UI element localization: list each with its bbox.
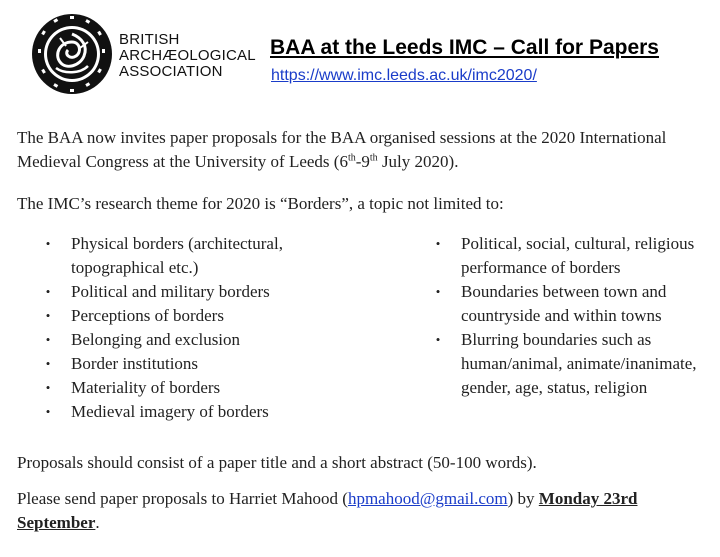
list-item bbox=[38, 328, 338, 352]
list-item bbox=[38, 376, 338, 400]
list-item-text: Border institutions bbox=[71, 354, 199, 373]
list-item bbox=[38, 304, 338, 328]
list-item-text: Physical borders (architectural, topographical etc.) bbox=[71, 234, 283, 277]
org-name-line-3: ASSOCIATION bbox=[119, 63, 223, 80]
list-item-text: Perceptions of borders bbox=[71, 306, 224, 325]
bullet-icon: • bbox=[45, 284, 51, 299]
org-name bbox=[119, 32, 256, 80]
send-paragraph bbox=[17, 487, 707, 535]
list-item-text: Materiality of borders bbox=[71, 378, 221, 397]
list-item bbox=[38, 400, 338, 424]
list-item bbox=[38, 280, 338, 304]
list-item bbox=[428, 280, 718, 328]
bullet-icon: • bbox=[435, 284, 441, 299]
deadline-text: Monday 23rd September bbox=[17, 489, 638, 532]
bullet-icon: • bbox=[435, 236, 441, 251]
list-item-text: Medieval imagery of borders bbox=[71, 402, 269, 421]
intro-text-b: -9 bbox=[355, 152, 370, 171]
bullet-icon: • bbox=[45, 332, 51, 347]
baa-logo bbox=[30, 12, 256, 96]
proposals-paragraph: Proposals should consist of a paper title and a short abstract (50-100 words). bbox=[17, 453, 537, 472]
intro-paragraph bbox=[17, 126, 707, 174]
send-middle: ) by bbox=[507, 489, 539, 508]
list-item-text: Political and military borders bbox=[71, 282, 270, 301]
bullet-icon: • bbox=[45, 356, 51, 371]
list-item-text: Political, social, cultural, religious performance of borders bbox=[461, 234, 695, 277]
intro-text-c: July 2020). bbox=[377, 152, 459, 171]
theme-paragraph: The IMC’s research theme for 2020 is “Borders”, a topic not limited to: bbox=[17, 194, 504, 213]
send-suffix: . bbox=[95, 513, 100, 532]
imc-link[interactable]: https://www.imc.leeds.ac.uk/imc2020/ bbox=[271, 67, 537, 84]
page-title: BAA at the Leeds IMC – Call for Papers bbox=[270, 36, 659, 59]
intro-text-a: The BAA now invites paper proposals for the BAA organised sessions at the 2020 International Medieval Congress at the University of Leeds (6 bbox=[17, 128, 667, 171]
bullet-icon: • bbox=[45, 380, 51, 395]
bullet-icon: • bbox=[45, 308, 51, 323]
list-item-text: Boundaries between town and countryside and within towns bbox=[461, 282, 667, 325]
org-name-line-2: ARCHÆOLOGICAL bbox=[119, 47, 256, 64]
bullet-icon: • bbox=[435, 332, 441, 347]
bullet-icon: • bbox=[45, 236, 51, 251]
intro-sup-a: th bbox=[347, 152, 356, 164]
list-item bbox=[428, 232, 718, 280]
org-name-line-1: BRITISH bbox=[119, 31, 180, 48]
send-prefix: Please send paper proposals to Harriet Mahood ( bbox=[17, 489, 348, 508]
topics-right-list bbox=[428, 232, 718, 400]
baa-seal-icon bbox=[30, 12, 118, 96]
list-item-text: Blurring boundaries such as human/animal, animate/inanimate, gender, age, status, religion bbox=[461, 330, 697, 397]
list-item-text: Belonging and exclusion bbox=[71, 330, 241, 349]
email-link[interactable]: hpmahood@gmail.com bbox=[347, 489, 508, 508]
bullet-icon: • bbox=[45, 404, 51, 419]
intro-sup-b: th bbox=[369, 152, 378, 164]
topics-left-list bbox=[38, 232, 338, 424]
list-item bbox=[428, 328, 718, 400]
list-item bbox=[38, 232, 338, 280]
list-item bbox=[38, 352, 338, 376]
